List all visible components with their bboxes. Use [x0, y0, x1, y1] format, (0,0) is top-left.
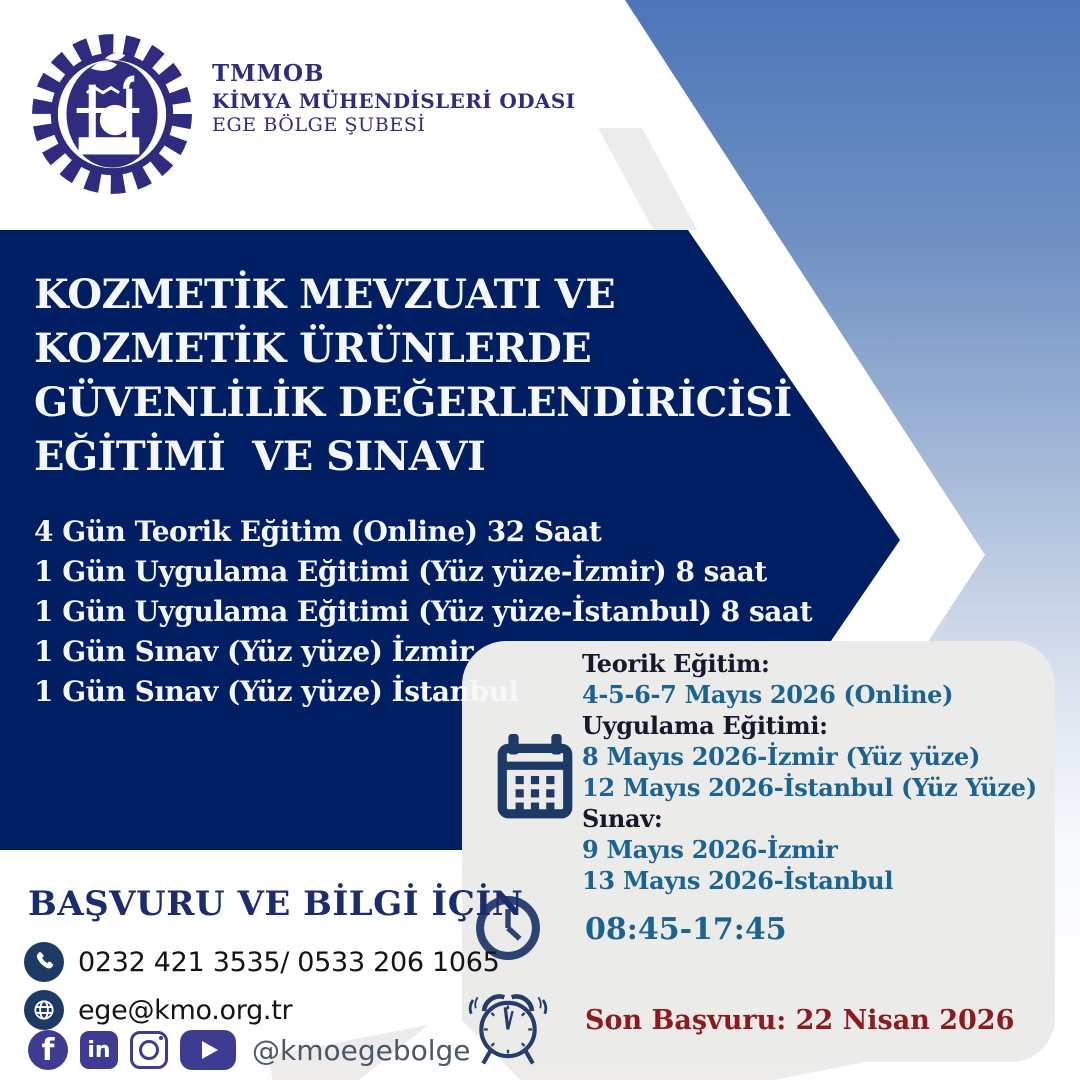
email-row [24, 990, 292, 1030]
phone-icon [24, 942, 64, 982]
brand-chamber: KİMYA MÜHENDİSLERİ ODASI [212, 88, 576, 113]
training-hours: 08:45-17:45 [585, 912, 787, 947]
application-deadline: Son Başvuru: 22 Nisan 2026 [585, 1005, 1015, 1036]
youtube-icon [180, 1030, 236, 1070]
program-item: 1 Gün Uygulama Eğitimi (Yüz yüze-İzmir) 8 saat [34, 555, 767, 588]
globe-icon [24, 990, 64, 1030]
schedule-label: Sınav: [582, 804, 663, 833]
facebook-icon: f [28, 1030, 68, 1070]
schedule-date: 8 Mayıs 2026-İzmir (Yüz yüze) [582, 742, 981, 771]
brand-branch: EGE BÖLGE ŞUBESİ [212, 113, 426, 136]
page-title [34, 268, 792, 484]
phone-numbers: 0232 421 3535/ 0533 206 1065 [78, 946, 500, 978]
linkedin-icon: in [80, 1031, 118, 1069]
schedule-list [582, 648, 1052, 896]
contact-heading: BAŞVURU VE BİLGİ İÇİN [28, 884, 524, 924]
program-item: 1 Gün Sınav (Yüz yüze) İzmir [34, 635, 474, 668]
instagram-icon [130, 1031, 168, 1069]
schedule-date: 13 Mayıs 2026-İstanbul [582, 866, 894, 895]
schedule-date: 12 Mayıs 2026-İstanbul (Yüz Yüze) [582, 773, 1037, 802]
email-address: ege@kmo.org.tr [78, 994, 293, 1026]
schedule-label: Uygulama Eğitimi: [582, 711, 828, 740]
phone-row [24, 942, 500, 982]
title-line: KOZMETİK MEVZUATI VE [34, 271, 616, 318]
title-line: EĞİTİMİ VE SINAVI [34, 433, 486, 480]
program-item: 1 Gün Sınav (Yüz yüze) İstanbul [34, 675, 519, 708]
brand-text-block [212, 60, 575, 138]
program-item: 1 Gün Uygulama Eğitimi (Yüz yüze-İstanbul) 8 saat [34, 595, 813, 628]
schedule-label: Teorik Eğitim: [582, 649, 770, 678]
title-line: KOZMETİK ÜRÜNLERDE [34, 325, 592, 372]
program-item: 4 Gün Teorik Eğitim (Online) 32 Saat [34, 515, 602, 548]
brand-org: TMMOB [212, 60, 325, 87]
schedule-date: 9 Mayıs 2026-İzmir [582, 835, 838, 864]
schedule-date: 4-5-6-7 Mayıs 2026 (Online) [582, 680, 954, 709]
title-line: GÜVENLİLİK DEĞERLENDİRİCİSİ [34, 379, 792, 426]
kmo-gear-logo-icon [26, 28, 198, 200]
social-handle: @kmoegebolge [252, 1033, 471, 1067]
calendar-icon [494, 732, 576, 822]
social-row [28, 1030, 471, 1070]
alarm-clock-icon [462, 972, 554, 1074]
